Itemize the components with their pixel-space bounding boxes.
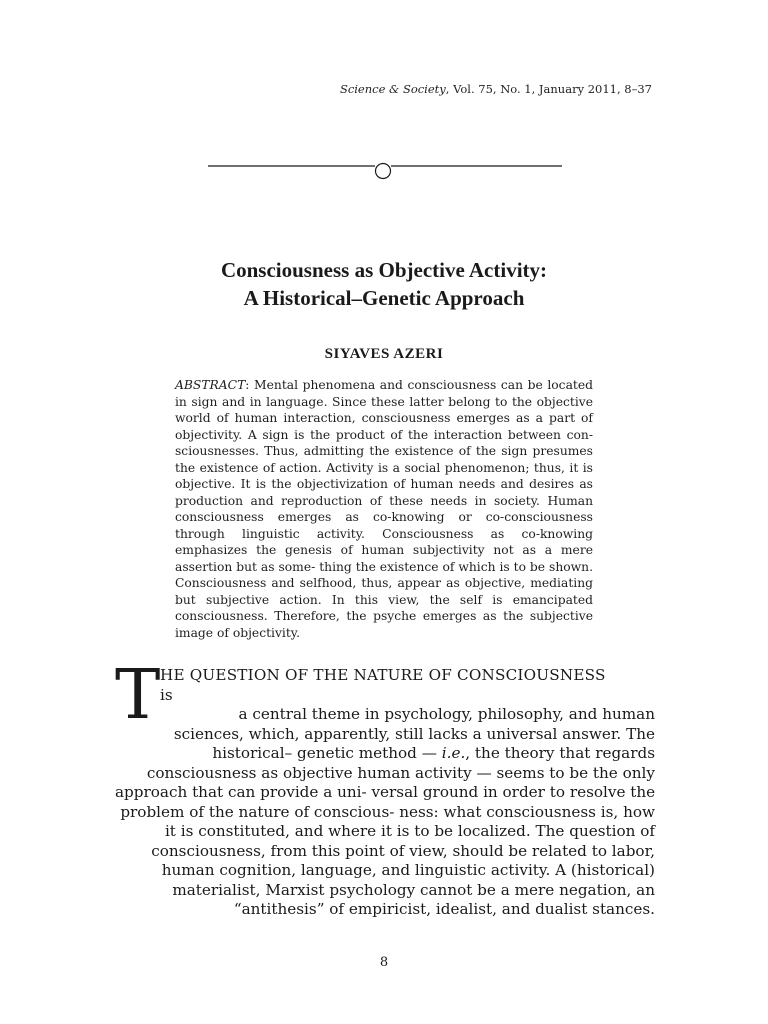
body-line: consciousness, from this point of view, should be related to labor,: [151, 841, 655, 860]
body-line: “antithesis” of empiricist, idealist, and dualist stances.: [233, 900, 655, 918]
title-ornament-rule: [208, 158, 562, 182]
body-line: sciences, which, apparently, still lacks a universal answer. The: [173, 724, 655, 743]
body-line: problem of the nature of conscious- ness: what consciousness is, how: [120, 802, 655, 821]
page-number: 8: [379, 955, 389, 970]
title-line-2: A Historical–Genetic Approach: [243, 286, 525, 310]
body-line: HE QUESTION OF THE NATURE OF CONSCIOUSNESS: [160, 666, 606, 684]
journal-name: Science & Society: [339, 82, 446, 96]
body-line: human cognition, language, and linguistic activity. A (historical): [161, 861, 655, 879]
body-line: materialist, Marxist psychology cannot be a mere negation, an: [172, 880, 655, 899]
body-line: is: [160, 685, 173, 704]
abstract-text: : Mental phenomena and consciousness can be located in sign and in language. Since these latter belong to the objective world of human interaction, consciousness emerges as a part of objectivity. A sign is the product of the interaction between con- sciousnesses. Thus, admitting the existence of the sign presumes the existence of action. Activity is a social phenomenon; thus, it is objective. It is the objectivization of human needs and desires as production and reproduction of these needs in society. Human consciousness emerges as co-knowing or co-consciousness through linguistic activity. Consciousness as co-knowing emphasizes the genesis of human subjectivity not as a mere assertion but as some- thing the existence of which is to be shown. Consciousness and selfhood, thus, appear as objective, mediating but subjective action. In this view, the self is emancipated consciousness. Therefore, the psyche emerges as the subjective image of objectivity.: [175, 378, 593, 640]
body-line-segment: , the theory that regards: [465, 744, 655, 762]
body-line: approach that can provide a uni- versal ground in order to resolve the: [115, 783, 656, 801]
abstract-label: ABSTRACT: [175, 378, 246, 392]
article-title: [0, 256, 768, 312]
body-line: [115, 744, 655, 764]
journal-citation: , Vol. 75, No. 1, January 2011, 8–37: [445, 82, 652, 96]
abstract: [175, 377, 593, 641]
drop-cap: T: [115, 656, 161, 735]
body-line: consciousness as objective human activity — seems to be the only: [146, 763, 655, 782]
body-line-segment: historical– genetic method —: [212, 744, 442, 762]
running-header: [340, 82, 652, 96]
author-name: SIYAVES AZERI: [324, 346, 444, 362]
body-line-italic: i.e.: [441, 744, 466, 762]
body-paragraph: [115, 656, 656, 920]
title-line-1: Consciousness as Objective Activity:: [220, 258, 548, 282]
body-line: it is constituted, and where it is to be localized. The question of: [164, 822, 655, 840]
body-line: a central theme in psychology, philosophy, and human: [238, 705, 655, 723]
